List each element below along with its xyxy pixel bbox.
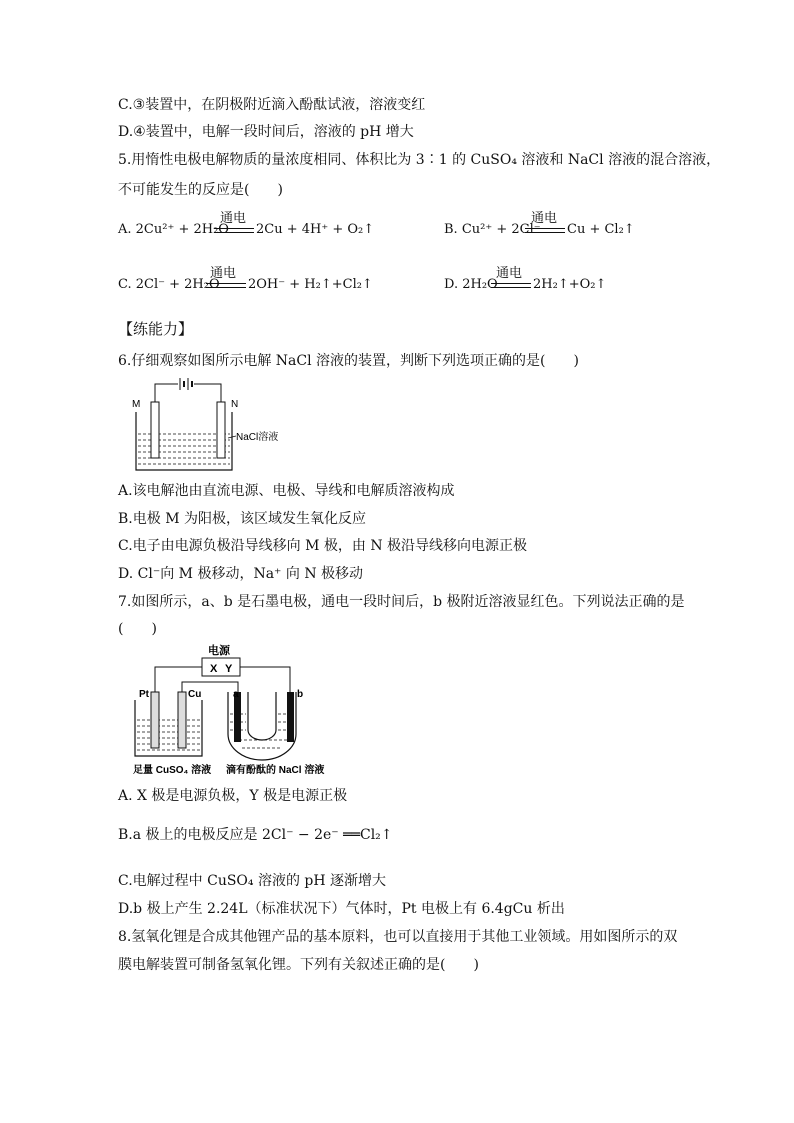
label-power-source: 电源 — [208, 645, 230, 657]
question-6-option-a: A.该电解池由直流电源、电极、导线和电解质溶液构成 — [118, 483, 455, 499]
nacl-electrolysis-figure — [128, 374, 298, 478]
cuso4-beaker — [135, 700, 202, 756]
equation-b-condition: 通电 — [531, 211, 558, 226]
label-cu: Cu — [188, 689, 202, 700]
equation-c-right: 2OH⁻ + H₂↑+Cl₂↑ — [248, 277, 373, 292]
equation-b-equals — [525, 228, 565, 233]
question-5-line2: 不可能发生的反应是( ) — [118, 182, 283, 198]
section-title: 【练能力】 — [118, 320, 194, 338]
question-8-line2: 膜电解装置可制备氢氧化锂。下列有关叙述正确的是( ) — [118, 957, 479, 973]
option-c-line: C.③装置中，在阴极附近滴入酚酞试液，溶液变红 — [118, 97, 426, 113]
label-n: N — [231, 399, 239, 410]
equation-c-left: C. 2Cl⁻ + 2H₂O — [118, 277, 220, 292]
label-nacl-phenolphthalein: 滴有酚酞的 NaCl 溶液 — [226, 765, 325, 776]
equation-a-condition: 通电 — [220, 211, 247, 226]
equation-b-right: Cu + Cl₂↑ — [567, 222, 635, 237]
question-7-line1: 7.如图所示，a、b 是石墨电极，通电一段时间后，b 极附近溶液显红色。下列说法正确的是 — [118, 594, 685, 610]
equation-a-left: A. 2Cu²⁺ + 2H₂O — [118, 222, 229, 237]
electrode-b — [287, 692, 294, 742]
label-b: b — [297, 689, 304, 700]
label-y: Y — [225, 663, 233, 675]
label-cuso4-solution: 足量 CuSO₄ 溶液 — [133, 765, 212, 776]
electrode-m — [151, 402, 159, 458]
u-tube-inner — [248, 692, 276, 740]
label-pt: Pt — [139, 689, 149, 700]
label-a: a — [233, 689, 239, 700]
question-8-line1: 8.氢氧化锂是合成其他锂产品的基本原料，也可以直接用于其他工业领域。用如图所示的双 — [118, 929, 678, 945]
label-m: M — [132, 399, 141, 410]
equation-d-right: 2H₂↑+O₂↑ — [533, 277, 607, 292]
question-7-line2: ( ) — [118, 621, 157, 637]
equation-d-left: D. 2H₂O — [444, 277, 498, 292]
question-7-option-b: B.a 极上的电极反应是 2Cl⁻ − 2e⁻ ══Cl₂↑ — [118, 827, 393, 843]
question-7-option-c: C.电解过程中 CuSO₄ 溶液的 pH 逐渐增大 — [118, 873, 387, 889]
electrode-n — [217, 402, 225, 458]
question-7-option-d: D.b 极上产生 2.24L（标准状况下）气体时，Pt 电极上有 6.4gCu 析出 — [118, 901, 565, 917]
equation-a-right: 2Cu + 4H⁺ + O₂↑ — [256, 222, 375, 237]
question-7-option-a: A. X 极是电源负极，Y 极是电源正极 — [118, 788, 348, 804]
equation-a-equals — [214, 228, 254, 233]
question-6: 6.仔细观察如图所示电解 NaCl 溶液的装置，判断下列选项正确的是( ) — [118, 353, 579, 369]
equation-c-equals — [206, 283, 246, 288]
pt-electrode — [151, 692, 159, 748]
cu-electrode — [178, 692, 186, 748]
option-d-line: D.④装置中，电解一段时间后，溶液的 pH 增大 — [118, 124, 414, 140]
power-source-box — [202, 658, 240, 676]
question-5-line1: 5.用惰性电极电解物质的量浓度相同、体积比为 3∶1 的 CuSO₄ 溶液和 NaCl 溶液的混合溶液， — [118, 152, 721, 168]
equation-d-condition: 通电 — [496, 266, 523, 281]
electrolysis-series-figure — [130, 642, 340, 778]
question-6-option-b: B.电极 M 为阳极，该区域发生氧化反应 — [118, 511, 366, 527]
question-6-option-d: D. Cl⁻向 M 极移动，Na⁺ 向 N 极移动 — [118, 566, 364, 582]
equation-d-equals — [491, 283, 531, 288]
equation-b-left: B. Cu²⁺ + 2Cl⁻ — [444, 222, 541, 237]
label-nacl-solution: NaCl溶液 — [236, 432, 279, 443]
question-6-option-c: C.电子由电源负极沿导线移向 M 极，由 N 极沿导线移向电源正极 — [118, 538, 528, 554]
label-x: X — [210, 663, 218, 675]
equation-c-condition: 通电 — [210, 266, 237, 281]
